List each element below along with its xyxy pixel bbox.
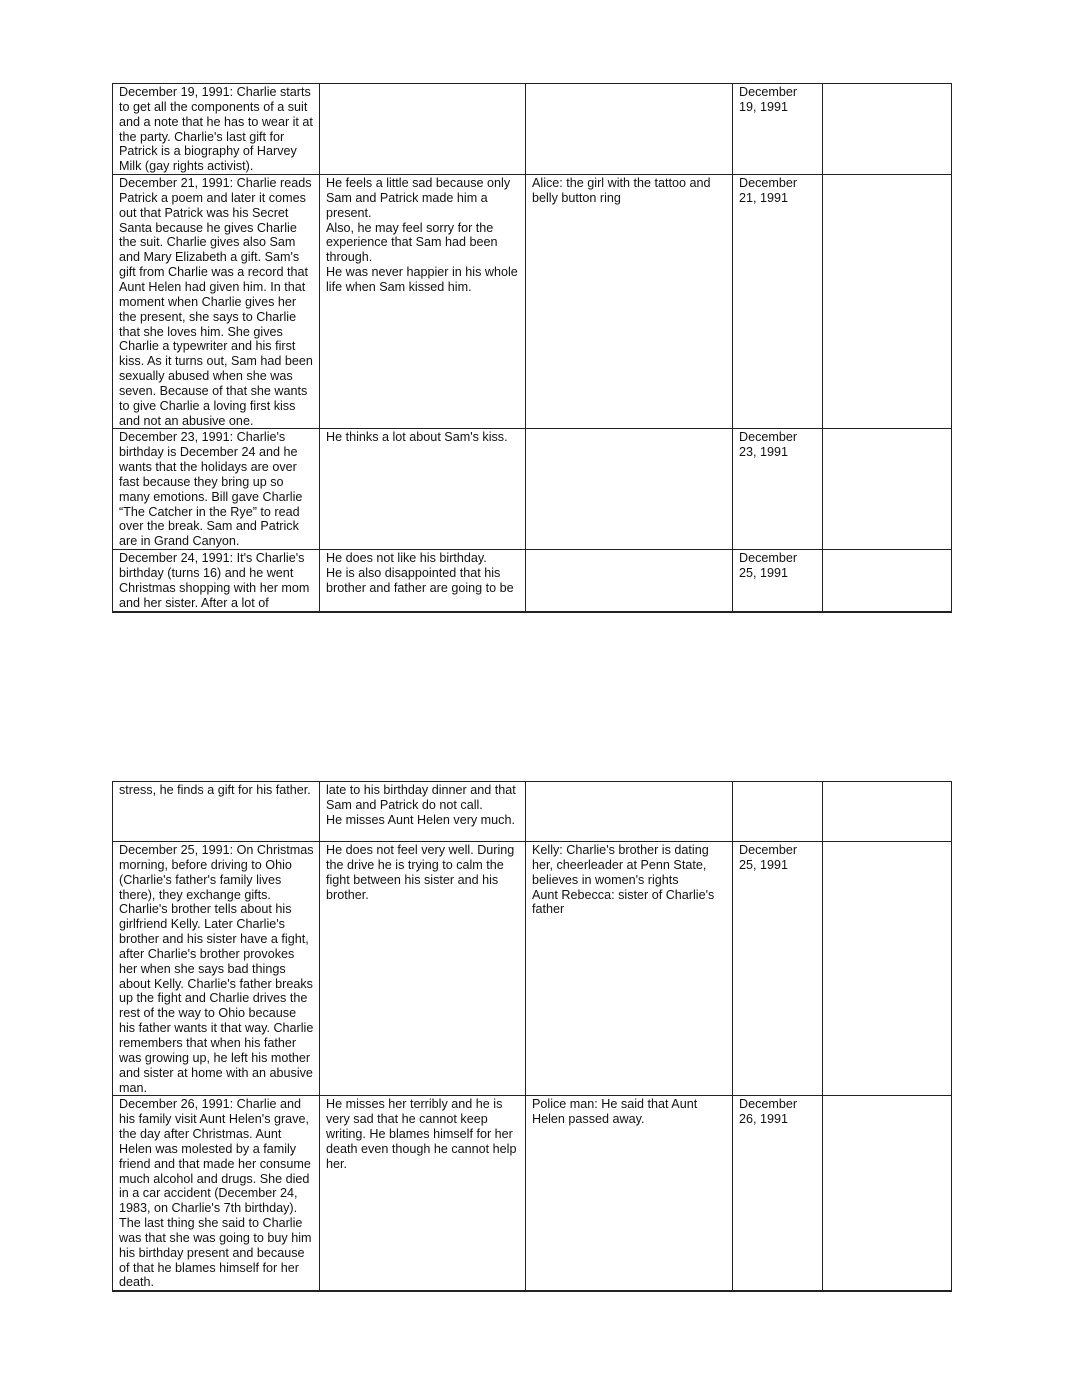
table-row (113, 84, 952, 175)
table-row (113, 429, 952, 550)
feelings-cell: He does not feel very well. During the drive he is trying to calm the fight between his sister and his brother. (320, 842, 526, 1096)
event-summary-cell: December 19, 1991: Charlie starts to get all the components of a suit and a note that he has to wear it at the party. Charlie's last gift for Patrick is a biography of Harvey Milk (gay rights activist). (113, 84, 320, 175)
feelings-cell (320, 84, 526, 175)
event-summary-cell: December 23, 1991: Charlie's birthday is December 24 and he wants that the holidays are over fast because they bring up so many emotions. Bill gave Charlie “The Catcher in the Rye” to read over the break. Sam and Patrick are in Grand Canyon. (113, 429, 320, 550)
feelings-cell: late to his birthday dinner and that Sam and Patrick do not call. He misses Aunt Helen very much. (320, 782, 526, 842)
event-summary-cell: December 26, 1991: Charlie and his family visit Aunt Helen's grave, the day after Christmas. Aunt Helen was molested by a family friend and that made her consume much alcohol and drugs. She died in a car accident (December 24, 1983, on Charlie's 7th birthday). The last thing she said to Charlie was that she was going to buy him his birthday present and because of that he blames himself for her death. (113, 1096, 320, 1291)
summary-table-page-2 (112, 781, 952, 1292)
characters-cell (526, 550, 733, 612)
notes-cell (823, 175, 952, 429)
event-summary-cell: December 25, 1991: On Christmas morning, before driving to Ohio (Charlie's father's family lives there), they exchange gifts. Charlie's brother tells about his girlfriend Kelly. Later Charlie's brother and his sister have a fight, after Charlie's brother provokes her when she says bad things about Kelly. Charlie's father breaks up the fight and Charlie drives the rest of the way to Ohio because his father wants it that way. Charlie remembers that when his father was growing up, he left his mother and sister at home with an abusive man. (113, 842, 320, 1096)
characters-cell: Alice: the girl with the tattoo and belly button ring (526, 175, 733, 429)
notes-cell (823, 429, 952, 550)
table-row (113, 550, 952, 612)
event-summary-cell: December 21, 1991: Charlie reads Patrick a poem and later it comes out that Patrick was his Secret Santa because he gives Charlie the suit. Charlie gives also Sam and Mary Elizabeth a gift. Sam's gift from Charlie was a record that Aunt Helen had given him. In that moment when Charlie gives her the present, she says to Charlie that she loves him. She gives Charlie a typewriter and his first kiss. As it turns out, Sam had been sexually abused when she was seven. Because of that she wants to give Charlie a loving first kiss and not an abusive one. (113, 175, 320, 429)
notes-cell (823, 782, 952, 842)
characters-cell (526, 84, 733, 175)
notes-cell (823, 550, 952, 612)
notes-cell (823, 842, 952, 1096)
feelings-cell: He does not like his birthday. He is also disappointed that his brother and father are going to be (320, 550, 526, 612)
date-cell: December 25, 1991 (733, 842, 823, 1096)
table-row (113, 175, 952, 429)
date-cell: December 19, 1991 (733, 84, 823, 175)
notes-cell (823, 84, 952, 175)
characters-cell (526, 429, 733, 550)
date-cell: December 23, 1991 (733, 429, 823, 550)
date-cell: December 21, 1991 (733, 175, 823, 429)
feelings-cell: He thinks a lot about Sam's kiss. (320, 429, 526, 550)
feelings-cell: He feels a little sad because only Sam and Patrick made him a present. Also, he may feel sorry for the experience that Sam had been through. He was never happier in his whole life when Sam kissed him. (320, 175, 526, 429)
summary-table-page-1 (112, 83, 952, 613)
characters-cell: Police man: He said that Aunt Helen passed away. (526, 1096, 733, 1291)
event-summary-cell: December 24, 1991: It's Charlie's birthday (turns 16) and he went Christmas shopping with her mom and her sister. After a lot of (113, 550, 320, 612)
characters-cell (526, 782, 733, 842)
date-cell: December 25, 1991 (733, 550, 823, 612)
table-row (113, 782, 952, 842)
date-cell (733, 782, 823, 842)
characters-cell: Kelly: Charlie's brother is dating her, cheerleader at Penn State, believes in women's rights Aunt Rebecca: sister of Charlie's father (526, 842, 733, 1096)
feelings-cell: He misses her terribly and he is very sad that he cannot keep writing. He blames himself for her death even though he cannot help her. (320, 1096, 526, 1291)
date-cell: December 26, 1991 (733, 1096, 823, 1291)
event-summary-cell: stress, he finds a gift for his father. (113, 782, 320, 842)
table-row (113, 1096, 952, 1291)
notes-cell (823, 1096, 952, 1291)
table-row (113, 842, 952, 1096)
